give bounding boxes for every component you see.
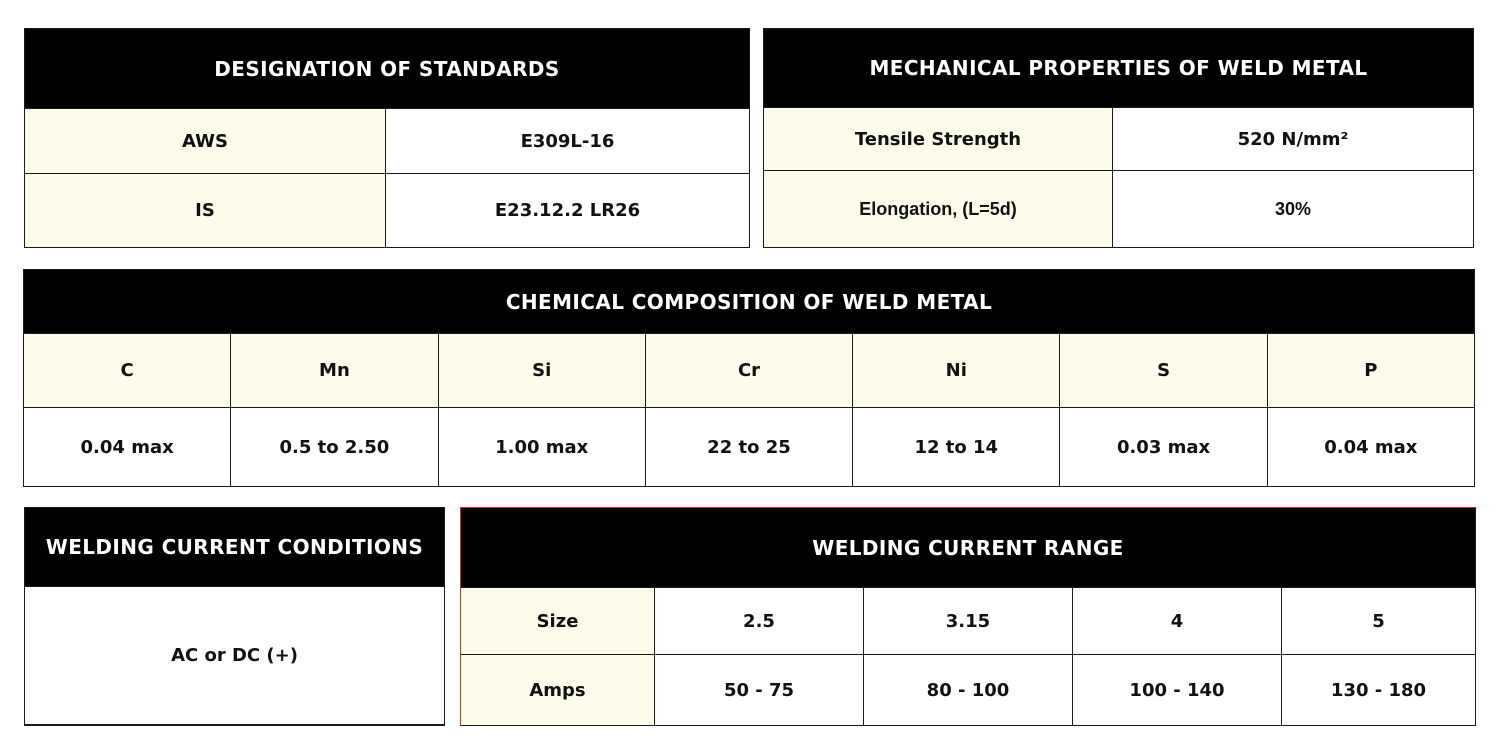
amps-value: 80 - 100 bbox=[863, 655, 1072, 725]
amps-value: 130 - 180 bbox=[1281, 655, 1475, 725]
size-value: 4 bbox=[1072, 588, 1281, 654]
conditions-value: AC or DC (+) bbox=[171, 645, 298, 666]
designation-title: DESIGNATION OF STANDARDS bbox=[25, 29, 749, 108]
standard-label-is: IS bbox=[25, 174, 385, 247]
chemical-composition-table bbox=[23, 269, 1475, 487]
element-header-si: Si bbox=[438, 334, 645, 407]
element-header-c: C bbox=[24, 334, 230, 407]
welding-current-range-table bbox=[460, 507, 1476, 726]
table-row bbox=[25, 586, 444, 724]
tensile-strength-label: Tensile Strength bbox=[764, 108, 1112, 170]
size-value: 5 bbox=[1281, 588, 1475, 654]
table-row bbox=[24, 333, 1474, 407]
table-row bbox=[24, 407, 1474, 486]
range-title: WELDING CURRENT RANGE bbox=[461, 508, 1475, 587]
conditions-title: WELDING CURRENT CONDITIONS bbox=[25, 508, 444, 586]
element-value-p: 0.04 max bbox=[1267, 408, 1474, 486]
tensile-strength-value: 520 N/mm² bbox=[1112, 108, 1473, 170]
table-row bbox=[25, 108, 749, 173]
size-value: 2.5 bbox=[654, 588, 863, 654]
element-value-c: 0.04 max bbox=[80, 436, 174, 458]
table-row bbox=[25, 173, 749, 247]
element-value-si: 1.00 max bbox=[438, 408, 645, 486]
table-row bbox=[764, 170, 1473, 247]
standard-value-is: E23.12.2 LR26 bbox=[385, 174, 749, 247]
amps-value: 100 - 140 bbox=[1072, 655, 1281, 725]
chemical-title: CHEMICAL COMPOSITION OF WELD METAL bbox=[24, 270, 1474, 333]
mechanical-properties-table bbox=[763, 28, 1474, 248]
size-label: Size bbox=[461, 588, 654, 654]
element-header-p: P bbox=[1267, 334, 1474, 407]
element-header-ni: Ni bbox=[852, 334, 1059, 407]
element-value-ni: 12 to 14 bbox=[852, 408, 1059, 486]
table-row bbox=[461, 654, 1475, 725]
element-header-s: S bbox=[1059, 334, 1266, 407]
element-value-s: 0.03 max bbox=[1059, 408, 1266, 486]
elongation-value: 30% bbox=[1112, 171, 1473, 247]
elongation-label: Elongation, (L=5d) bbox=[764, 171, 1112, 247]
element-value-cr: 22 to 25 bbox=[645, 408, 852, 486]
designation-of-standards-table bbox=[24, 28, 750, 248]
standard-value-aws: E309L-16 bbox=[385, 109, 749, 173]
element-header-cr: Cr bbox=[645, 334, 852, 407]
amps-label: Amps bbox=[461, 655, 654, 725]
welding-current-conditions-table bbox=[24, 507, 445, 726]
table-row bbox=[461, 587, 1475, 654]
size-value: 3.15 bbox=[863, 588, 1072, 654]
element-header-mn: Mn bbox=[230, 334, 437, 407]
mechanical-title: MECHANICAL PROPERTIES OF WELD METAL bbox=[764, 29, 1473, 107]
element-value-mn: 0.5 to 2.50 bbox=[230, 408, 437, 486]
amps-value: 50 - 75 bbox=[654, 655, 863, 725]
standard-label-aws: AWS bbox=[25, 109, 385, 173]
table-row bbox=[764, 107, 1473, 170]
